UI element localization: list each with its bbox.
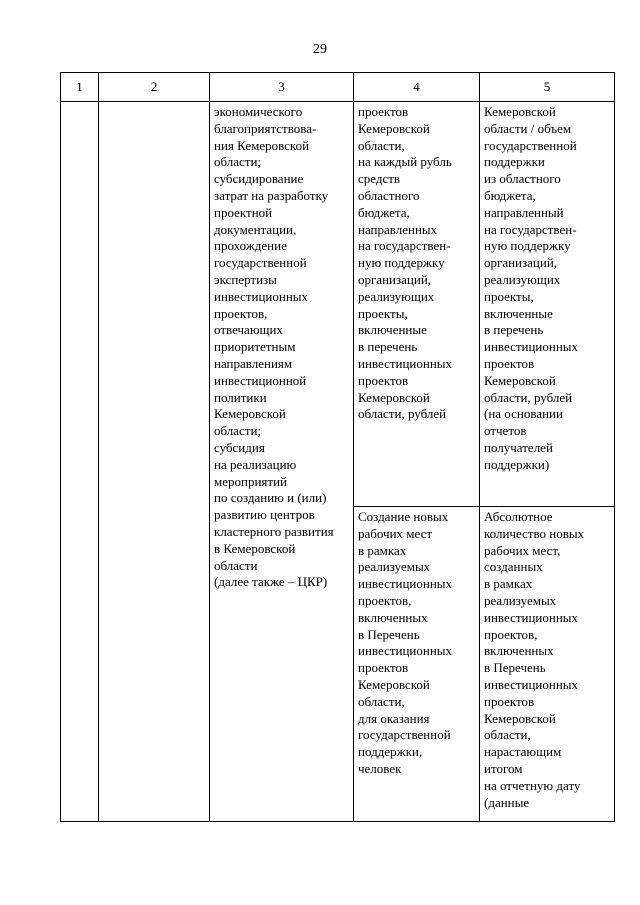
cell-method-budget-efficiency: Кемеровской области / объем государственной поддержки из областного бюджета, направленный на государствен- ную поддержку организаций, реализующих проекты, включенные в перечень инвестиционных проектов Кемеровской области, рублей (на основании отчетов получателей поддержки) (480, 102, 615, 507)
cell-support-measures: экономического благоприятствова- ния Кемеровской области; субсидирование затрат на разработку проектной документации, прохождение государственной экспертизы инвестиционных проектов, отвечающих приоритетным направлениям инвестиционной политики Кемеровской области; субсидия на реализацию мероприятий по созданию и (или) развитию центров кластерного развития в Кемеровской области (далее также – ЦКР) (210, 102, 354, 822)
cell-col1-empty (61, 102, 99, 822)
column-header-4: 4 (354, 73, 480, 102)
column-header-3: 3 (210, 73, 354, 102)
indicators-table (60, 72, 615, 822)
page-number: 29 (313, 42, 327, 57)
cell-col2-empty (99, 102, 210, 822)
column-header-5: 5 (480, 73, 615, 102)
cell-method-new-jobs: Абсолютное количество новых рабочих мест, созданных в рамках реализуемых инвестиционных проектов, включенных в Перечень инвестиционных проектов Кемеровской области, нарастающим итогом на отчетную дату (данные (480, 507, 615, 822)
cell-indicator-budget-efficiency: проектов Кемеровской области, на каждый рубль средств областного бюджета, направленных на государствен- ную поддержку организаций, реализующих проекты, включенные в перечень инвестиционных проектов Кемеровской области, рублей (354, 102, 480, 507)
cell-indicator-new-jobs: Создание новых рабочих мест в рамках реализуемых инвестиционных проектов, включенных в Перечень инвестиционных проектов Кемеровской области, для оказания государственной поддержки, человек (354, 507, 480, 822)
column-header-2: 2 (99, 73, 210, 102)
table-row (61, 102, 615, 507)
column-header-1: 1 (61, 73, 99, 102)
table-header-row (61, 73, 615, 102)
